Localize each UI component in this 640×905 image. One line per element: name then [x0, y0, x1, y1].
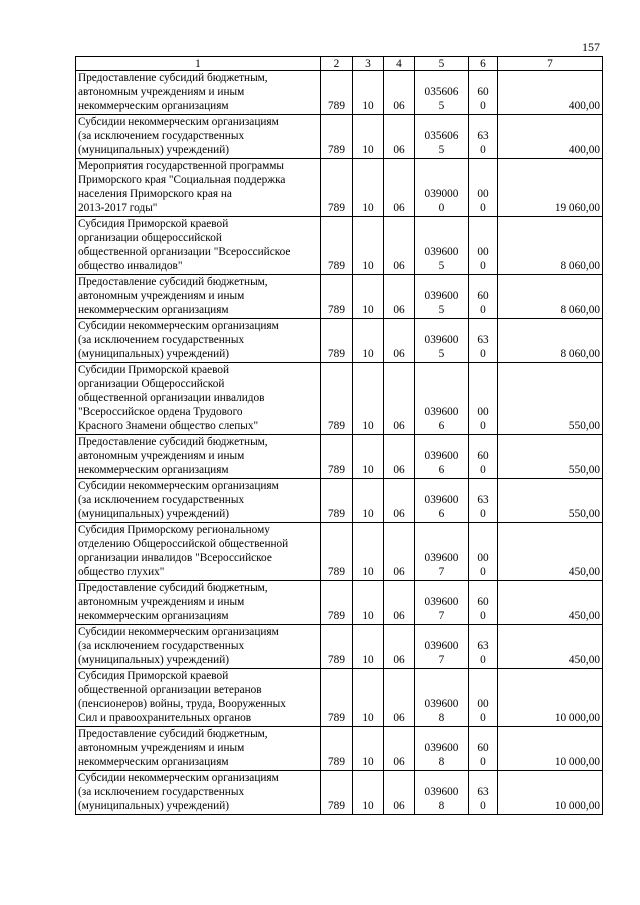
- row-name-cell: Субсидии некоммерческим организациям (за исключением государственных (муниципальных) учреждений): [76, 319, 321, 363]
- row-subsection-cell: 06: [384, 479, 415, 523]
- row-name-cell: Предоставление субсидий бюджетным, автономным учреждениям и иным некоммерческим организациям: [76, 71, 321, 115]
- row-name-cell: Предоставление субсидий бюджетным, автономным учреждениям и иным некоммерческим организациям: [76, 581, 321, 625]
- row-type-cell: 60 0: [469, 435, 498, 479]
- table-row: [76, 479, 603, 523]
- row-type-cell: 60 0: [469, 71, 498, 115]
- row-ministry-cell: 789: [321, 71, 353, 115]
- table-row: [76, 159, 603, 217]
- row-type-cell: 63 0: [469, 479, 498, 523]
- row-ministry-cell: 789: [321, 581, 353, 625]
- row-name-cell: Предоставление субсидий бюджетным, автономным учреждениям и иным некоммерческим организациям: [76, 275, 321, 319]
- table-body: [76, 71, 603, 815]
- row-subsection-cell: 06: [384, 435, 415, 479]
- table-row: [76, 727, 603, 771]
- row-section-cell: 10: [353, 71, 384, 115]
- row-name-cell: Субсидия Приморской краевой организации общероссийской общественной организации "Всероссийское общество инвалидов": [76, 217, 321, 275]
- row-ministry-cell: 789: [321, 771, 353, 815]
- row-section-cell: 10: [353, 669, 384, 727]
- row-name-cell: Предоставление субсидий бюджетным, автономным учреждениям и иным некоммерческим организациям: [76, 727, 321, 771]
- row-type-cell: 63 0: [469, 771, 498, 815]
- row-section-cell: 10: [353, 217, 384, 275]
- row-type-cell: 63 0: [469, 625, 498, 669]
- header-col-6: 6: [469, 57, 498, 71]
- row-section-cell: 10: [353, 435, 384, 479]
- header-col-2: 2: [321, 57, 353, 71]
- table-row: [76, 435, 603, 479]
- table-row: [76, 275, 603, 319]
- row-amount-cell: 10 000,00: [498, 669, 603, 727]
- row-article-cell: 039600 6: [415, 363, 469, 435]
- table-row: [76, 217, 603, 275]
- row-name-cell: Мероприятия государственной программы Приморского края "Социальная поддержка населения Приморского края на 2013-2017 годы": [76, 159, 321, 217]
- row-name-cell: Субсидии некоммерческим организациям (за исключением государственных (муниципальных) учреждений): [76, 771, 321, 815]
- row-amount-cell: 450,00: [498, 523, 603, 581]
- row-type-cell: 60 0: [469, 275, 498, 319]
- row-type-cell: 63 0: [469, 319, 498, 363]
- table-row: [76, 71, 603, 115]
- table-row: [76, 669, 603, 727]
- row-ministry-cell: 789: [321, 727, 353, 771]
- row-amount-cell: 550,00: [498, 479, 603, 523]
- row-subsection-cell: 06: [384, 669, 415, 727]
- row-article-cell: 039600 7: [415, 581, 469, 625]
- row-amount-cell: 450,00: [498, 581, 603, 625]
- header-row: [76, 57, 603, 71]
- row-amount-cell: 19 060,00: [498, 159, 603, 217]
- row-section-cell: 10: [353, 479, 384, 523]
- header-col-1: 1: [76, 57, 321, 71]
- row-ministry-cell: 789: [321, 625, 353, 669]
- row-type-cell: 00 0: [469, 217, 498, 275]
- row-subsection-cell: 06: [384, 363, 415, 435]
- row-type-cell: 60 0: [469, 727, 498, 771]
- row-subsection-cell: 06: [384, 727, 415, 771]
- row-ministry-cell: 789: [321, 217, 353, 275]
- row-subsection-cell: 06: [384, 771, 415, 815]
- row-section-cell: 10: [353, 771, 384, 815]
- row-amount-cell: 8 060,00: [498, 319, 603, 363]
- row-ministry-cell: 789: [321, 669, 353, 727]
- row-name-cell: Субсидии некоммерческим организациям (за исключением государственных (муниципальных) учреждений): [76, 115, 321, 159]
- row-amount-cell: 550,00: [498, 435, 603, 479]
- row-ministry-cell: 789: [321, 435, 353, 479]
- row-section-cell: 10: [353, 319, 384, 363]
- table-row: [76, 363, 603, 435]
- page-number: 157: [582, 40, 600, 54]
- row-article-cell: 039600 8: [415, 771, 469, 815]
- row-amount-cell: 400,00: [498, 71, 603, 115]
- row-subsection-cell: 06: [384, 625, 415, 669]
- row-amount-cell: 550,00: [498, 363, 603, 435]
- row-article-cell: 039600 8: [415, 727, 469, 771]
- row-article-cell: 039600 5: [415, 217, 469, 275]
- row-article-cell: 035606 5: [415, 71, 469, 115]
- row-amount-cell: 8 060,00: [498, 275, 603, 319]
- row-ministry-cell: 789: [321, 523, 353, 581]
- table-row: [76, 319, 603, 363]
- row-ministry-cell: 789: [321, 319, 353, 363]
- row-article-cell: 039600 5: [415, 275, 469, 319]
- row-article-cell: 039600 6: [415, 479, 469, 523]
- table-row: [76, 523, 603, 581]
- budget-table: [75, 56, 603, 815]
- header-col-5: 5: [415, 57, 469, 71]
- row-subsection-cell: 06: [384, 523, 415, 581]
- table-row: [76, 581, 603, 625]
- row-section-cell: 10: [353, 625, 384, 669]
- row-section-cell: 10: [353, 727, 384, 771]
- row-name-cell: Субсидии некоммерческим организациям (за исключением государственных (муниципальных) учреждений): [76, 479, 321, 523]
- row-subsection-cell: 06: [384, 115, 415, 159]
- row-section-cell: 10: [353, 115, 384, 159]
- row-amount-cell: 10 000,00: [498, 727, 603, 771]
- row-type-cell: 00 0: [469, 523, 498, 581]
- row-subsection-cell: 06: [384, 159, 415, 217]
- table-row: [76, 625, 603, 669]
- row-type-cell: 63 0: [469, 115, 498, 159]
- row-ministry-cell: 789: [321, 115, 353, 159]
- table-row: [76, 115, 603, 159]
- row-amount-cell: 8 060,00: [498, 217, 603, 275]
- row-section-cell: 10: [353, 275, 384, 319]
- row-ministry-cell: 789: [321, 479, 353, 523]
- row-amount-cell: 400,00: [498, 115, 603, 159]
- row-section-cell: 10: [353, 523, 384, 581]
- row-section-cell: 10: [353, 581, 384, 625]
- row-subsection-cell: 06: [384, 581, 415, 625]
- row-type-cell: 00 0: [469, 669, 498, 727]
- row-name-cell: Субсидия Приморской краевой общественной организации ветеранов (пенсионеров) войны, труда, Вооруженных Сил и правоохранительных органов: [76, 669, 321, 727]
- header-col-4: 4: [384, 57, 415, 71]
- header-col-7: 7: [498, 57, 603, 71]
- row-name-cell: Субсидия Приморскому региональному отделению Общероссийской общественной организации инвалидов "Всероссийское общество глухих": [76, 523, 321, 581]
- row-subsection-cell: 06: [384, 217, 415, 275]
- row-ministry-cell: 789: [321, 363, 353, 435]
- row-type-cell: 00 0: [469, 159, 498, 217]
- row-section-cell: 10: [353, 159, 384, 217]
- row-type-cell: 60 0: [469, 581, 498, 625]
- header-col-3: 3: [353, 57, 384, 71]
- row-article-cell: 039600 8: [415, 669, 469, 727]
- row-article-cell: 039000 0: [415, 159, 469, 217]
- row-article-cell: 039600 7: [415, 523, 469, 581]
- row-subsection-cell: 06: [384, 319, 415, 363]
- row-name-cell: Предоставление субсидий бюджетным, автономным учреждениям и иным некоммерческим организациям: [76, 435, 321, 479]
- row-amount-cell: 450,00: [498, 625, 603, 669]
- row-section-cell: 10: [353, 363, 384, 435]
- row-article-cell: 035606 5: [415, 115, 469, 159]
- row-article-cell: 039600 5: [415, 319, 469, 363]
- table-row: [76, 771, 603, 815]
- row-ministry-cell: 789: [321, 159, 353, 217]
- row-subsection-cell: 06: [384, 71, 415, 115]
- row-ministry-cell: 789: [321, 275, 353, 319]
- row-subsection-cell: 06: [384, 275, 415, 319]
- row-name-cell: Субсидии некоммерческим организациям (за исключением государственных (муниципальных) учреждений): [76, 625, 321, 669]
- row-type-cell: 00 0: [469, 363, 498, 435]
- row-name-cell: Субсидии Приморской краевой организации Общероссийской общественной организации инвалидов "Всероссийское ордена Трудового Красного Знамени общество слепых": [76, 363, 321, 435]
- row-amount-cell: 10 000,00: [498, 771, 603, 815]
- row-article-cell: 039600 7: [415, 625, 469, 669]
- row-article-cell: 039600 6: [415, 435, 469, 479]
